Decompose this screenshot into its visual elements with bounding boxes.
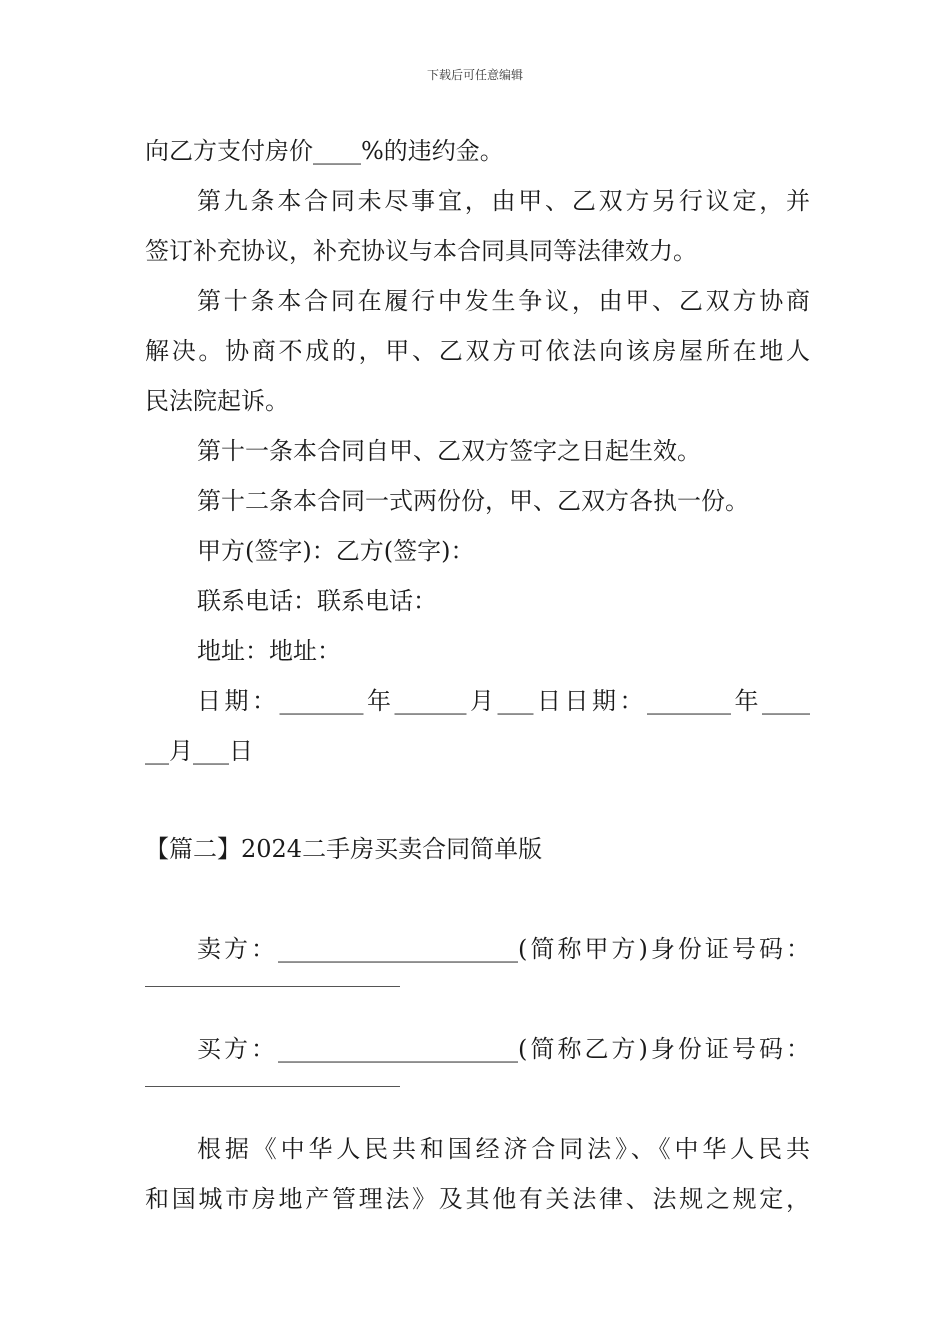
seller-line: 卖方：____________________(简称甲方)身份证号码： [197, 935, 810, 963]
date-line-1: 日期：_______年______月___日日期：_______年____ [197, 687, 810, 715]
page-header-note: 下载后可任意编辑 [426, 68, 523, 82]
article-9-line-2: 签订补充协议，补充协议与本合同具同等法律效力。 [145, 237, 697, 265]
section-heading: 【篇二】2024二手房买卖合同简单版 [145, 835, 543, 863]
article-10-line-3: 民法院起诉。 [145, 387, 289, 415]
document-body [145, 126, 810, 1224]
article-9-line-1: 第九条本合同未尽事宜，由甲、乙双方另行议定，并 [197, 187, 810, 215]
article-11-line: 第十一条本合同自甲、乙双方签字之日起生效。 [197, 437, 701, 465]
article-12-line: 第十二条本合同一式两份份，甲、乙双方各执一份。 [197, 487, 749, 515]
buyer-line: 买方：____________________(简称乙方)身份证号码： [197, 1035, 810, 1063]
basis-paragraph-line-1: 根据《中华人民共和国经济合同法》、《中华人民共 [197, 1135, 810, 1163]
paragraph-line: 向乙方支付房价____%的违约金。 [145, 137, 504, 165]
phone-line: 联系电话：联系电话： [197, 587, 437, 615]
date-line-2: __月___日 [145, 737, 253, 765]
basis-paragraph-line-2: 和国城市房地产管理法》及其他有关法律、法规之规定， [145, 1185, 810, 1213]
address-line: 地址：地址： [197, 637, 341, 665]
article-10-line-2: 解决。协商不成的，甲、乙双方可依法向该房屋所在地人 [145, 337, 810, 365]
buyer-id-blank [145, 1074, 810, 1114]
article-10-line-1: 第十条本合同在履行中发生争议，由甲、乙双方协商 [197, 287, 810, 315]
signature-line: 甲方(签字)：乙方(签字)： [197, 537, 475, 565]
seller-id-blank [145, 974, 810, 1014]
